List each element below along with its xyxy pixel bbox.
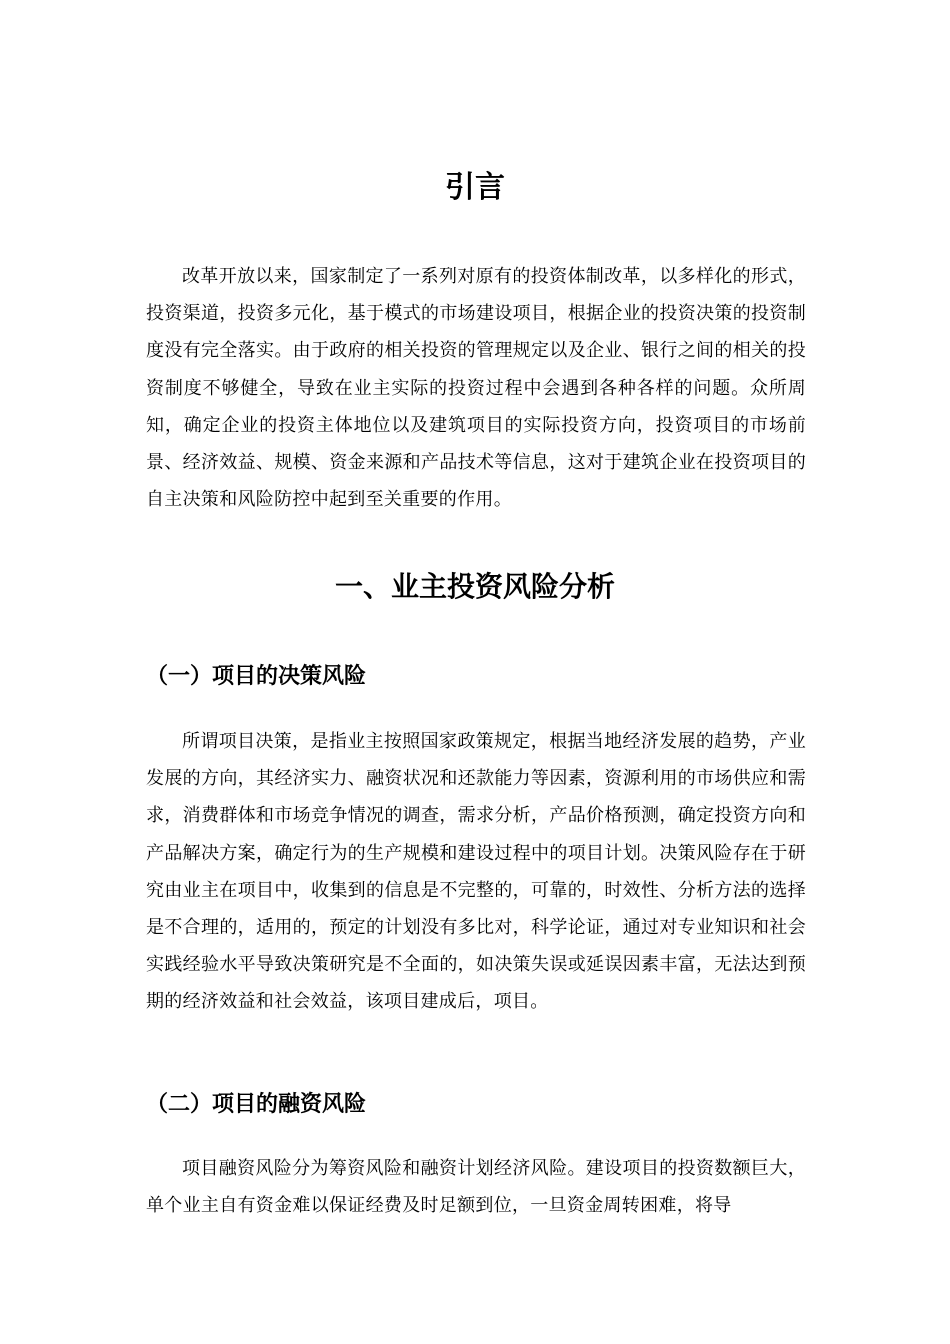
subsection-heading-decision-risk: （一）项目的决策风险 xyxy=(146,664,367,689)
subsection-heading-financing-risk: （二）项目的融资风险 xyxy=(146,1092,367,1117)
decision-risk-paragraph: 所谓项目决策，是指业主按照国家政策规定，根据当地经济发展的趋势，产业发展的方向，其经济实力、融资状况和还款能力等因素，资源利用的市场供应和需求，消费群体和市场竞争情况的调查，需求分析，产品价格预测，确定投资方向和产品解决方案，确定行为的生产规模和建设过程中的项目计划。决策风险存在于研究由业主在项目中，收集到的信息是不完整的，可靠的，时效性、分析方法的选择是不合理的，适用的，预定的计划没有多比对，科学论证，通过对专业知识和社会实践经验水平导致决策研究是不全面的，如决策失误或延误因素丰富，无法达到预期的经济效益和社会效益，该项目建成后，项目。 xyxy=(146,731,806,1013)
document-title: 引言 xyxy=(445,170,505,205)
section-heading: 一、业主投资风险分析 xyxy=(334,570,615,603)
financing-risk-paragraph: 项目融资风险分为筹资风险和融资计划经济风险。建设项目的投资数额巨大，单个业主自有资金难以保证经费及时足额到位，一旦资金周转困难，将导 xyxy=(146,1158,806,1217)
intro-paragraph: 改革开放以来，国家制定了一系列对原有的投资体制改革，以多样化的形式，投资渠道，投资多元化，基于模式的市场建设项目，根据企业的投资决策的投资制度没有完全落实。由于政府的相关投资的管理规定以及企业、银行之间的相关的投资制度不够健全，导致在业主实际的投资过程中会遇到各种各样的问题。众所周知，确定企业的投资主体地位以及建筑项目的实际投资方向，投资项目的市场前景、经济效益、规模、资金来源和产品技术等信息，这对于建筑企业在投资项目的自主决策和风险防控中起到至关重要的作用。 xyxy=(146,266,806,511)
